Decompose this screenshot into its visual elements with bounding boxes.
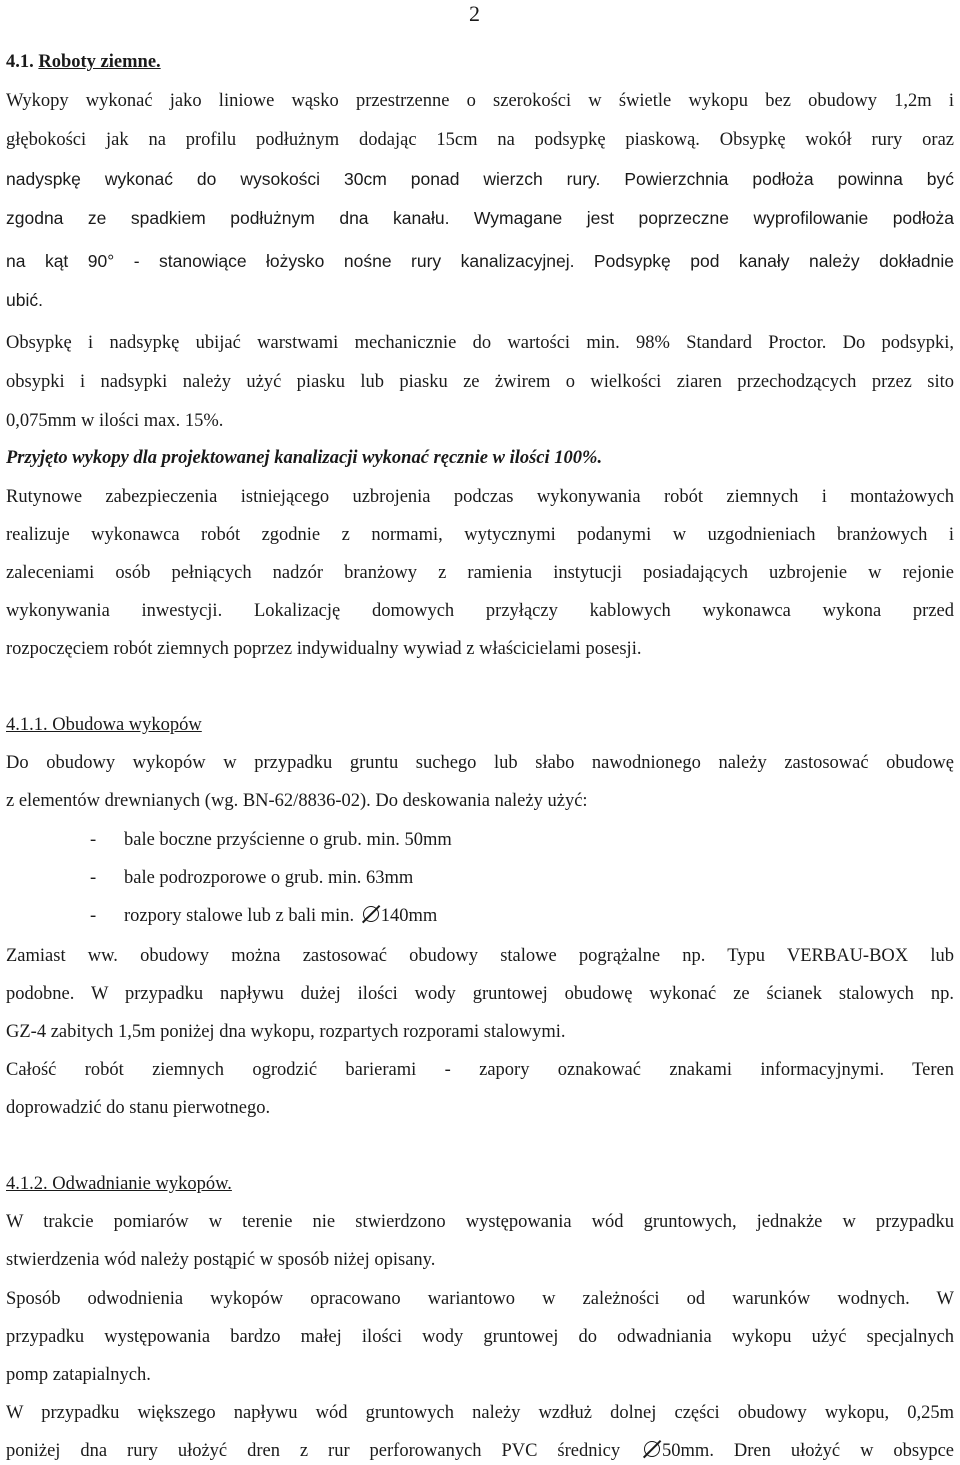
paragraph-line: doprowadzić do stanu pierwotnego. — [6, 1098, 271, 1118]
list-item-text-after: 140mm — [380, 906, 438, 926]
paragraph-line: rozpoczęciem robót ziemnych poprzez indywidualny wywiad z właścicielami posesji. — [6, 639, 642, 659]
list-dash: - — [90, 830, 97, 850]
paragraph-line: z elementów drewnianych (wg. BN-62/8836-02). Do deskowania należy użyć: — [6, 791, 588, 811]
section-heading-4-1 — [6, 50, 954, 74]
page-number: 2 — [469, 1, 480, 26]
section-title: Roboty ziemne. — [38, 52, 161, 72]
paragraph-line: Sposób odwodnienia wykopów opracowano wariantowo w zależności od warunków wodnych. W — [6, 1289, 954, 1309]
paragraph-line: nadyspkę wykonać do wysokości 30cm ponad wierzch rury. Powierzchnia podłoża powinna być — [6, 169, 954, 189]
paragraph-line: stwierdzenia wód należy postąpić w sposób niżej opisany. — [6, 1250, 436, 1270]
paragraph-line: zaleceniami osób pełniących nadzór branżowy z ramienia instytucji posiadających uzbrojenie w rejonie — [6, 563, 954, 583]
list-item-text-before: rozpory stalowe lub z bali min. — [124, 906, 355, 926]
paragraph-line: Obsypkę i nadsypkę ubijać warstwami mechanicznie do wartości min. 98% Standard Proctor. Do podsypki, — [6, 333, 954, 353]
paragraph-line: pomp zatapialnych. — [6, 1365, 151, 1385]
paragraph-line: Do obudowy wykopów w przypadku gruntu suchego lub słabo nawodnionego należy zastosować obudowę — [6, 753, 954, 773]
list-item-text: bale boczne przyścienne o grub. min. 50mm — [124, 830, 452, 850]
section-heading-4-1-2: 4.1.2. Odwadnianie wykopów. — [6, 1174, 232, 1194]
paragraph-line: Całość robót ziemnych ogrodzić barierami - zapory oznakować znakami informacyjnymi. Teren — [6, 1060, 954, 1080]
text-before-diameter: poniżej dna rury ułożyć dren z rur perforowanych PVC średnicy — [6, 1441, 621, 1461]
paragraph-line: W trakcie pomiarów w terenie nie stwierdzono występowania wód gruntowych, jednakże w przypadku — [6, 1212, 954, 1232]
paragraph-line: GZ-4 zabitych 1,5m poniżej dna wykopu, rozpartych rozporami stalowymi. — [6, 1022, 566, 1042]
paragraph-line: zgodna ze spadkiem podłużnym dna kanału. Wymagane jest poprzeczne wyprofilowanie podłoża — [6, 208, 954, 228]
paragraph-line: 0,075mm w ilości max. 15%. — [6, 411, 224, 431]
text-after-diameter: 50mm. Dren ułożyć w obsypce — [662, 1441, 955, 1461]
paragraph-line: głębokości jak na profilu podłużnym dodając 15cm na podsypkę piaskową. Obsypkę wokół rury oraz — [6, 130, 954, 150]
diameter-icon — [644, 1441, 660, 1457]
emphasis-line: Przyjęto wykopy dla projektowanej kanalizacji wykonać ręcznie w ilości 100%. — [6, 448, 603, 468]
paragraph-line: W przypadku większego napływu wód gruntowych należy wzdłuż dolnej części obudowy wykopu, 0,25m — [6, 1403, 954, 1423]
paragraph-line: na kąt 90° - stanowiące łożysko nośne rury kanalizacyjnej. Podsypkę pod kanały należy dokładnie — [6, 251, 954, 271]
paragraph-line: realizuje wykonawca robót zgodnie z normami, wytycznymi podanymi w uzgodnieniach branżowych i — [6, 525, 954, 545]
list-item-text — [124, 904, 437, 928]
section-number: 4.1. — [6, 52, 34, 72]
paragraph-line: Wykopy wykonać jako liniowe wąsko przestrzenne o szerokości w świetle wykopu bez obudowy 1,2m i — [6, 91, 954, 111]
paragraph-line: ubić. — [6, 290, 43, 310]
paragraph-line: wykonywania inwestycji. Lokalizację domowych przyłączy kablowych wykonawca wykona przed — [6, 601, 954, 621]
section-heading-4-1-1: 4.1.1. Obudowa wykopów — [6, 715, 202, 735]
paragraph-line — [6, 1439, 954, 1463]
paragraph-line: Rutynowe zabezpieczenia istniejącego uzbrojenia podczas wykonywania robót ziemnych i montażowych — [6, 487, 954, 507]
paragraph-line: przypadku występowania bardzo małej ilości wody gruntowej do odwadniania wykopu użyć specjalnych — [6, 1327, 954, 1347]
paragraph-line: podobne. W przypadku napływu dużej ilości wody gruntowej obudowę wykonać ze ścianek stalowych np. — [6, 984, 954, 1004]
list-item-text: bale podrozporowe o grub. min. 63mm — [124, 868, 414, 888]
list-dash: - — [90, 906, 97, 926]
diameter-icon — [363, 906, 379, 922]
list-dash: - — [90, 868, 97, 888]
paragraph-line: obsypki i nadsypki należy użyć piasku lub piasku ze żwirem o wielkości ziaren przechodzących przez sito — [6, 372, 954, 392]
paragraph-line: Zamiast ww. obudowy można zastosować obudowy stalowe pogrążalne np. Typu VERBAU-BOX lub — [6, 946, 954, 966]
